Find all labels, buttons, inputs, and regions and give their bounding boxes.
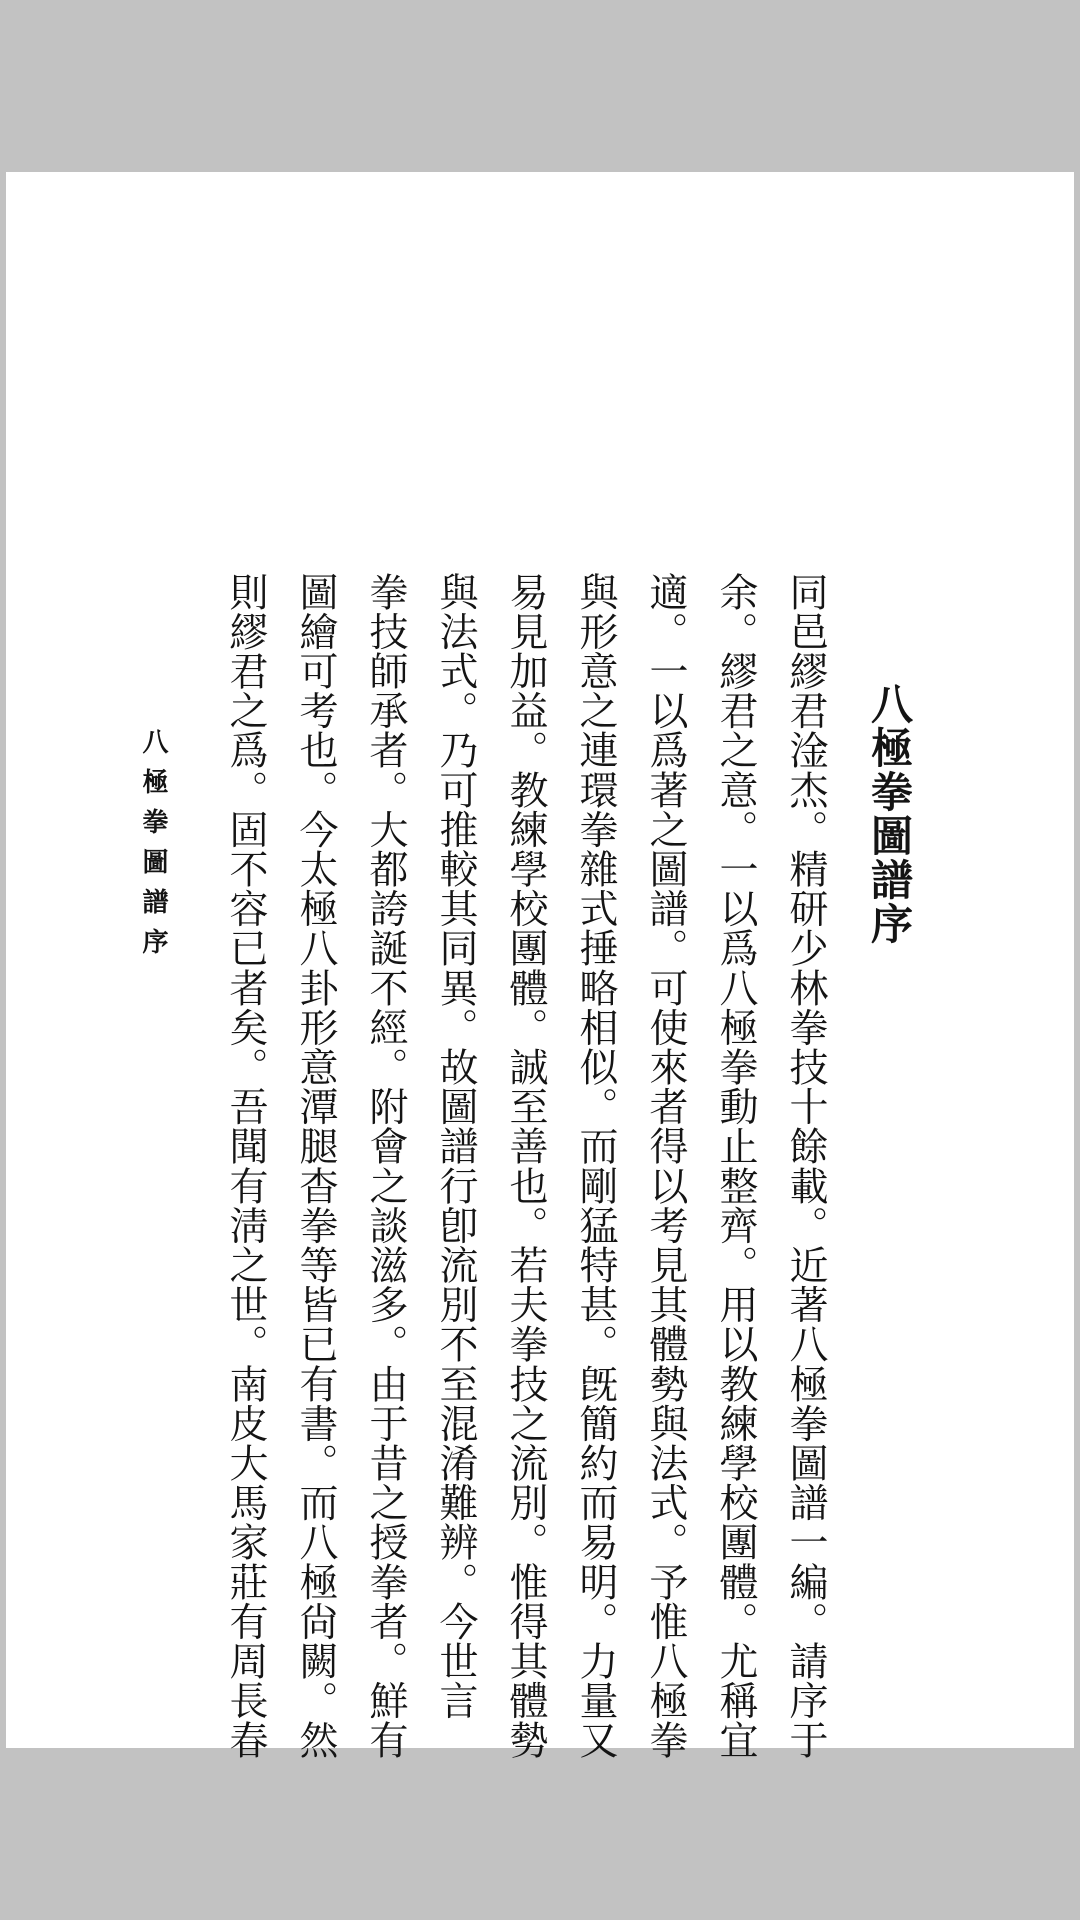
preface-title: 八極拳圖譜序 <box>865 682 914 946</box>
text-column-5: 易見加益。教練學校團體。誠至善也。若夫拳技之流別。惟得其體勢 <box>503 572 548 1760</box>
text-column-6: 與法式。乃可推較其同異。故圖譜行卽流別不至混淆難辨。今世言 <box>433 572 478 1721</box>
gutter-label: 八極拳圖譜序 <box>138 728 168 968</box>
text-column-9: 則繆君之爲。固不容已者矣。吾聞有淸之世。南皮大馬家莊有周長春 <box>223 572 268 1760</box>
text-column-2: 余。繆君之意。一以爲八極拳動止整齊。用以教練學校團體。尤稱宜 <box>713 572 758 1760</box>
text-column-1: 同邑繆君淦杰。精研少林拳技十餘載。近著八極拳圖譜一編。請序于 <box>783 572 828 1760</box>
text-column-4: 與形意之連環拳雜式捶略相似。而剛猛特甚。旣簡約而易明。力量又 <box>573 572 618 1760</box>
text-column-8: 圖繪可考也。今太極八卦形意潭腿杳拳等皆已有書。而八極尙闕。然 <box>293 572 338 1760</box>
preface-text-block <box>138 572 914 1772</box>
text-column-3: 適。一以爲著之圖譜。可使來者得以考見其體勢與法式。予惟八極拳 <box>643 572 688 1760</box>
text-column-7: 拳技師承者。大都誇誕不經。附會之談滋多。由于昔之授拳者。鮮有 <box>363 572 408 1760</box>
scanned-page <box>6 172 1074 1760</box>
